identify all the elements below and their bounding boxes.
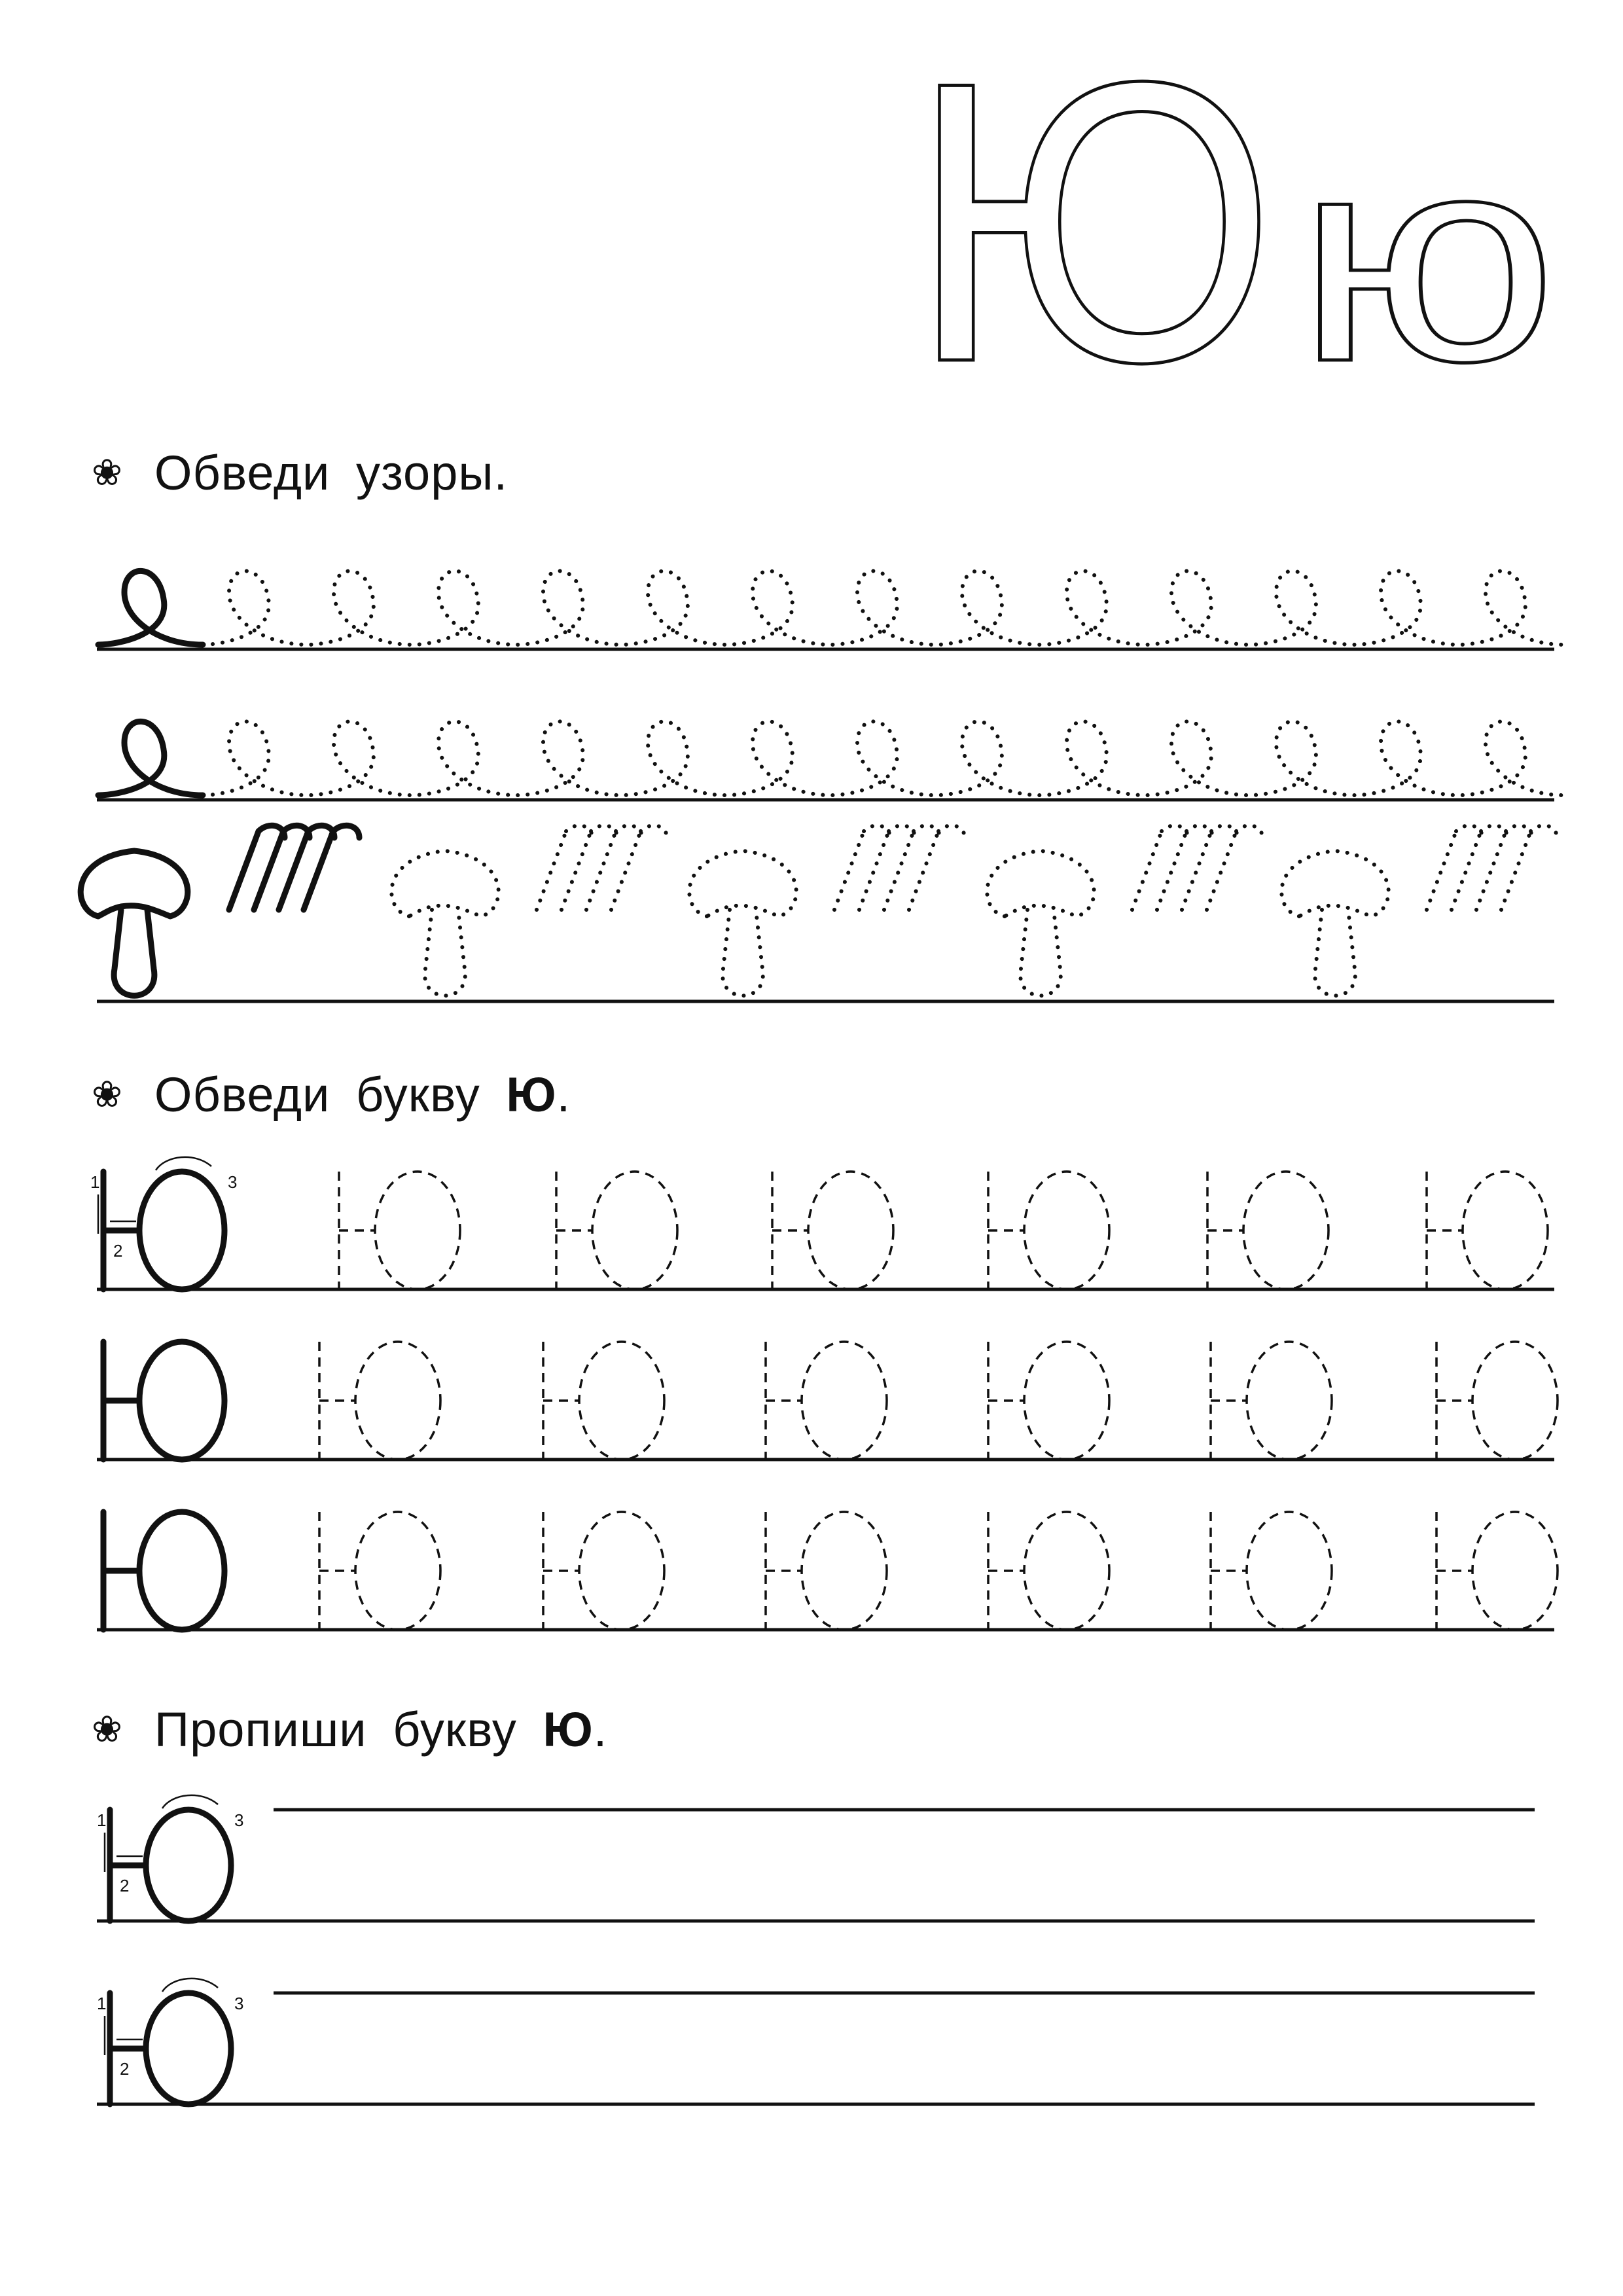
dashed-letter <box>0 1322 664 1460</box>
instruction-letter: Ю <box>543 1702 594 1757</box>
big-letter-outline <box>910 39 1564 406</box>
dotted-rain <box>1427 825 1557 910</box>
arrow-curve-icon <box>156 1157 211 1170</box>
stroke-number-3: 3 <box>234 1810 244 1830</box>
stroke-number-2: 2 <box>120 1876 130 1895</box>
dotted-mushroom <box>689 851 796 996</box>
dashed-letter <box>0 1492 1558 1630</box>
stroke-number-1: 1 <box>97 1994 107 2013</box>
flower-icon: ❀ <box>92 1708 123 1751</box>
dashed-letter <box>0 1322 1332 1460</box>
letter-trace-row-2[interactable] <box>0 1322 1623 1479</box>
flower-icon: ❀ <box>92 452 123 494</box>
stroke-number-2: 2 <box>120 2059 130 2079</box>
dotted-loops <box>203 571 1564 645</box>
sample-mushroom <box>80 851 187 996</box>
dashed-letter <box>0 1492 1332 1630</box>
sample-letter <box>0 1970 231 2104</box>
letter-writing-row-1[interactable] <box>0 1787 1623 1944</box>
dashed-letter <box>0 1492 440 1630</box>
instruction-write-letter <box>92 1702 607 1757</box>
sample-letter <box>0 1492 224 1630</box>
instruction-text: Обведи букву Ю. <box>154 1067 571 1122</box>
dotted-rain <box>834 825 965 910</box>
instruction-text: Пропиши букву Ю. <box>154 1702 608 1757</box>
dashed-letter <box>0 1152 1329 1289</box>
instruction-text: Обведи узоры. <box>154 446 508 500</box>
sample-letter <box>0 1322 224 1460</box>
dashed-letter <box>0 1492 887 1630</box>
loop-pattern-row-1[interactable] <box>0 537 1623 668</box>
sample-loop <box>98 571 203 645</box>
big-uppercase-letter: Ю <box>910 39 1276 406</box>
letter-writing-row-2[interactable] <box>0 1970 1623 2127</box>
instruction-letter: Ю <box>506 1067 557 1122</box>
dotted-mushroom <box>391 851 498 996</box>
stroke-number-2: 2 <box>113 1241 123 1261</box>
sample-letter <box>0 1787 231 1921</box>
arrow-curve-icon <box>162 1979 218 1992</box>
loop-pattern-row-2[interactable] <box>0 687 1623 818</box>
stroke-number-3: 3 <box>234 1994 244 2013</box>
dotted-loops <box>203 721 1564 795</box>
instruction-trace-patterns <box>92 445 508 501</box>
stroke-number-1: 1 <box>97 1810 107 1830</box>
dashed-letter <box>0 1492 664 1630</box>
dashed-letter <box>0 1322 887 1460</box>
letter-trace-row-3[interactable] <box>0 1492 1623 1649</box>
dashed-letter <box>0 1322 440 1460</box>
instruction-trace-letter <box>92 1067 571 1122</box>
dotted-rain <box>537 825 667 910</box>
sample-rain <box>229 825 359 910</box>
dotted-mushroom <box>987 851 1094 996</box>
dotted-rain <box>1132 825 1262 910</box>
mushroom-rain-pattern-row[interactable] <box>0 818 1623 1014</box>
stroke-number-1: 1 <box>90 1172 100 1192</box>
stroke-number-3: 3 <box>228 1172 238 1192</box>
dotted-mushroom <box>1281 851 1388 996</box>
arrow-curve-icon <box>162 1795 218 1808</box>
dashed-letter <box>0 1322 1558 1460</box>
letter-trace-row-1[interactable] <box>0 1152 1623 1309</box>
big-lowercase-letter: ю <box>1296 94 1558 406</box>
flower-icon: ❀ <box>92 1073 123 1116</box>
sample-loop <box>98 721 203 795</box>
